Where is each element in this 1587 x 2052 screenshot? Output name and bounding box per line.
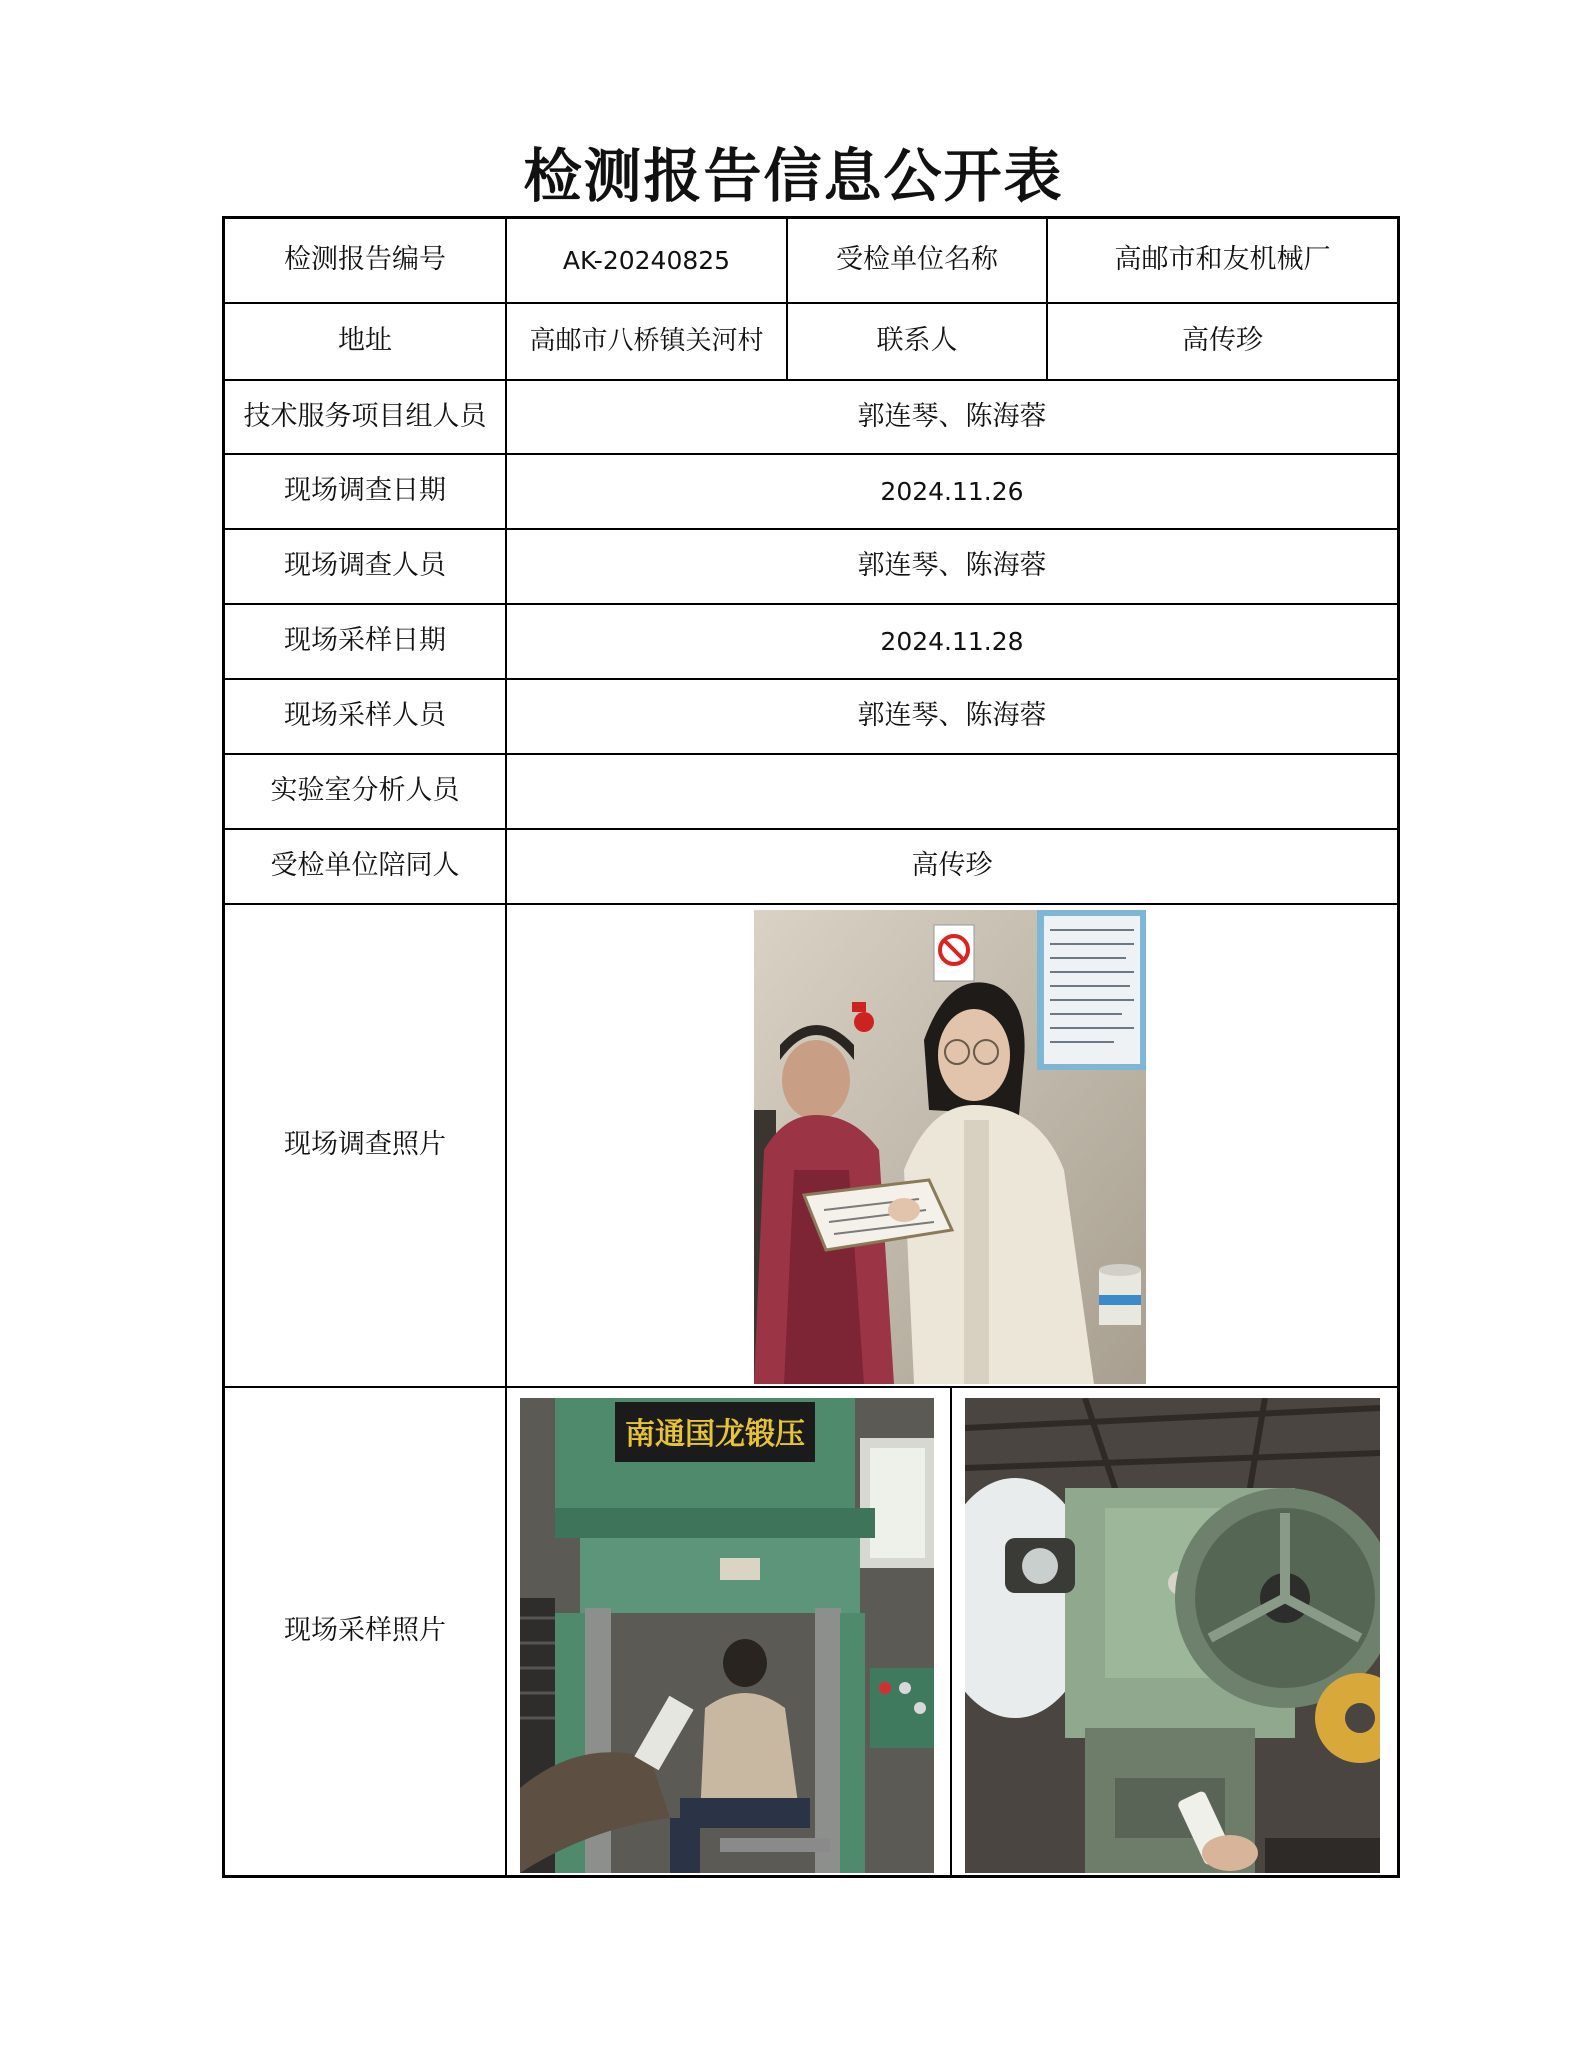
contact-value: 高传珍 [1182,325,1263,357]
sampling-date-label: 现场采样日期 [284,625,446,657]
sampling-date-value: 2024.11.28 [880,626,1024,656]
survey-photo-label: 现场调查照片 [284,1129,446,1161]
sampling-photo-press [520,1398,934,1873]
page-title: 检测报告信息公开表 [523,142,1064,210]
team-members-label: 技术服务项目组人员 [243,400,487,432]
survey-staff-value: 郭连琴、陈海蓉 [857,550,1047,582]
report-no-value: AK-20240825 [562,245,731,275]
unit-name-label: 受检单位名称 [836,244,998,276]
address-value: 高邮市八桥镇关河村 [529,325,764,356]
unit-name-value: 高邮市和友机械厂 [1114,244,1331,276]
escort-label: 受检单位陪同人 [270,850,460,882]
contact-label: 联系人 [876,325,958,357]
sampling-staff-label: 现场采样人员 [284,700,446,732]
survey-date-value: 2024.11.26 [880,476,1024,506]
table-border-right [1397,216,1400,1878]
press-nameplate: 南通国龙锻压 [625,1417,805,1452]
sampling-photo-punch [965,1398,1380,1873]
survey-staff-label: 现场调查人员 [284,550,446,582]
lab-analyst-label: 实验室分析人员 [270,775,460,807]
address-label: 地址 [338,325,392,357]
survey-photo [754,910,1146,1384]
survey-date-label: 现场调查日期 [284,475,446,507]
table-border-bottom [222,1875,1400,1878]
team-members-value: 郭连琴、陈海蓉 [857,400,1047,432]
lab-analyst-value [507,755,1397,828]
escort-value: 高传珍 [911,850,993,882]
column-divider [950,1386,952,1878]
report-no-label: 检测报告编号 [284,244,446,276]
sampling-photo-label: 现场采样照片 [284,1615,446,1647]
sampling-staff-value: 郭连琴、陈海蓉 [857,700,1047,732]
